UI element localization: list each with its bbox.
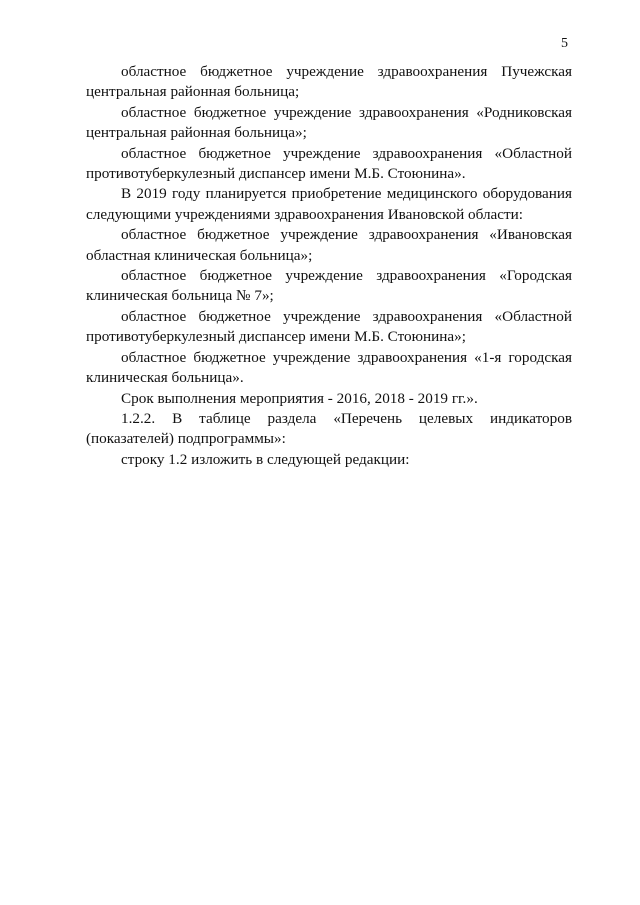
paragraph-tb-dispensary-2019: областное бюджетное учреждение здравоохранения «Областной противотуберкулезный диспансер имени М.Б. Стоюнина»; [86, 307, 572, 346]
paragraph-section-1-2-2: 1.2.2. В таблице раздела «Перечень целевых индикаторов (показателей) подпрограммы»: [86, 409, 572, 448]
paragraph-first-city-hospital: областное бюджетное учреждение здравоохранения «1-я городская клиническая больница». [86, 348, 572, 387]
page-number: 5 [561, 36, 568, 51]
paragraph-deadline: Срок выполнения мероприятия - 2016, 2018 - 2019 гг.». [121, 389, 478, 407]
paragraph-rodniki-hospital: областное бюджетное учреждение здравоохранения «Родниковская центральная районная больница»; [86, 103, 572, 142]
paragraph-regional-clinical-hospital: областное бюджетное учреждение здравоохранения «Ивановская областная клиническая больница»; [86, 226, 572, 264]
paragraph-row-1-2: строку 1.2 изложить в следующей редакции: [121, 450, 410, 468]
paragraph-puchezh-hospital: областное бюджетное учреждение здравоохранения Пучежская центральная районная больница; [86, 63, 572, 101]
paragraph-2019-equipment: В 2019 году планируется приобретение медицинского оборудования следующими учреждениями здравоохранения Ивановской области: [86, 185, 572, 223]
document-body [86, 62, 572, 470]
paragraph-city-hospital-7: областное бюджетное учреждение здравоохранения «Городская клиническая больница № 7»; [86, 267, 572, 305]
paragraph-tb-dispensary: областное бюджетное учреждение здравоохранения «Областной противотуберкулезный диспансер имени М.Б. Стоюнина». [86, 144, 572, 183]
